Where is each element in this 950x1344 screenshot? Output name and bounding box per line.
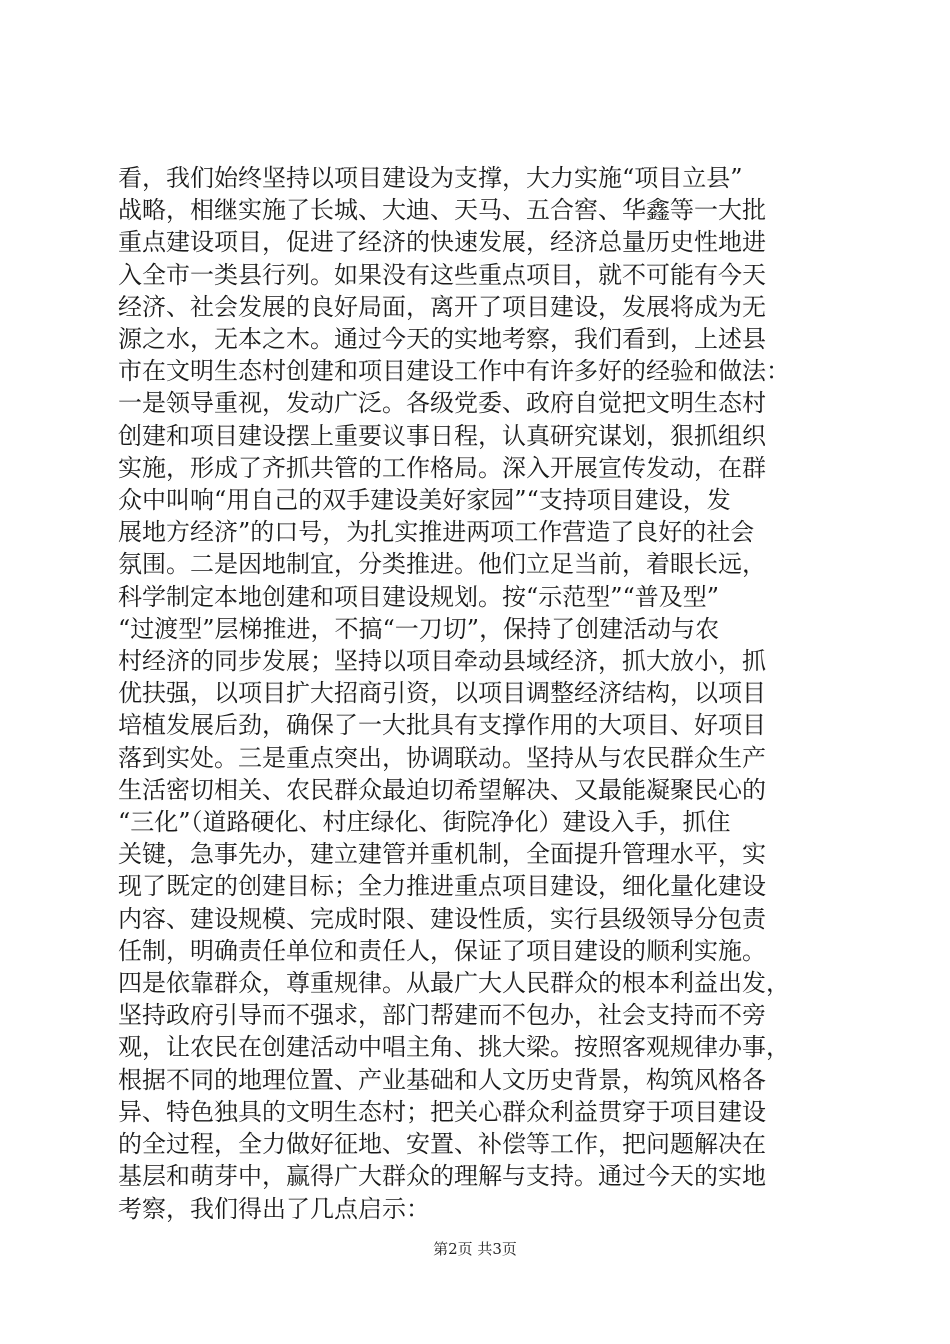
- body-paragraph: 看，我们始终坚持以项目建设为支撑，大力实施“项目立县” 战略，相继实施了长城、大迪、天马、五合窖、华鑫等一大批 重点建设项目，促进了经济的快速发展，经济总量历史性地进 入全市一类县行列。如果没有这些重点项目，就不可能有今天 经济、社会发展的良好局面，离开了项目建设，发展将成为无 源之水，无本之木。通过今天的实地考察，我们看到，上述县 市在文明生态村创建和项目建设工作中有许多好的经验和做法： 一是领导重视，发动广泛。各级党委、政府自觉把文明生态村 创建和项目建设摆上重要议事日程，认真研究谋划，狠抓组织 实施，形成了齐抓共管的工作格局。深入开展宣传发动，在群 众中叫响“用自己的双手建设美好家园”“支持项目建设，发 展地方经济”的口号，为扎实推进两项工作营造了良好的社会 氛围。二是因地制宜，分类推进。他们立足当前，着眼长远， 科学制定本地创建和项目建设规划。按“示范型”“普及型” “过渡型”层梯推进，不搞“一刀切”，保持了创建活动与农 村经济的同步发展；坚持以项目牵动县域经济，抓大放小，抓 优扶强，以项目扩大招商引资，以项目调整经济结构，以项目 培植发展后劲，确保了一大批具有支撑作用的大项目、好项目 落到实处。三是重点突出，协调联动。坚持从与农民群众生产 生活密切相关、农民群众最迫切希望解决、又最能凝聚民心的 “三化”（道路硬化、村庄绿化、街院净化）建设入手，抓住 关键，急事先办，建立建管并重机制，全面提升管理水平，实 现了既定的创建目标；全力推进重点项目建设，细化量化建设 内容、建设规模、完成时限、建设性质，实行县级领导分包责 任制，明确责任单位和责任人，保证了项目建设的顺利实施。 四是依靠群众，尊重规律。从最广大人民群众的根本利益出发， 坚持政府引导而不强求，部门帮建而不包办，社会支持而不旁 观，让农民在创建活动中唱主角、挑大梁。按照客观规律办事， 根据不同的地理位置、产业基础和人文历史背景，构筑风格各 异、特色独具的文明生态村；把关心群众利益贯穿于项目建设 的全过程，全力做好征地、安置、补偿等工作，把问题解决在 基层和萌芽中，赢得广大群众的理解与支持。通过今天的实地 考察，我们得出了几点启示：: [118, 164, 790, 1223]
- page-number-footer: 第2页 共3页: [433, 1240, 517, 1258]
